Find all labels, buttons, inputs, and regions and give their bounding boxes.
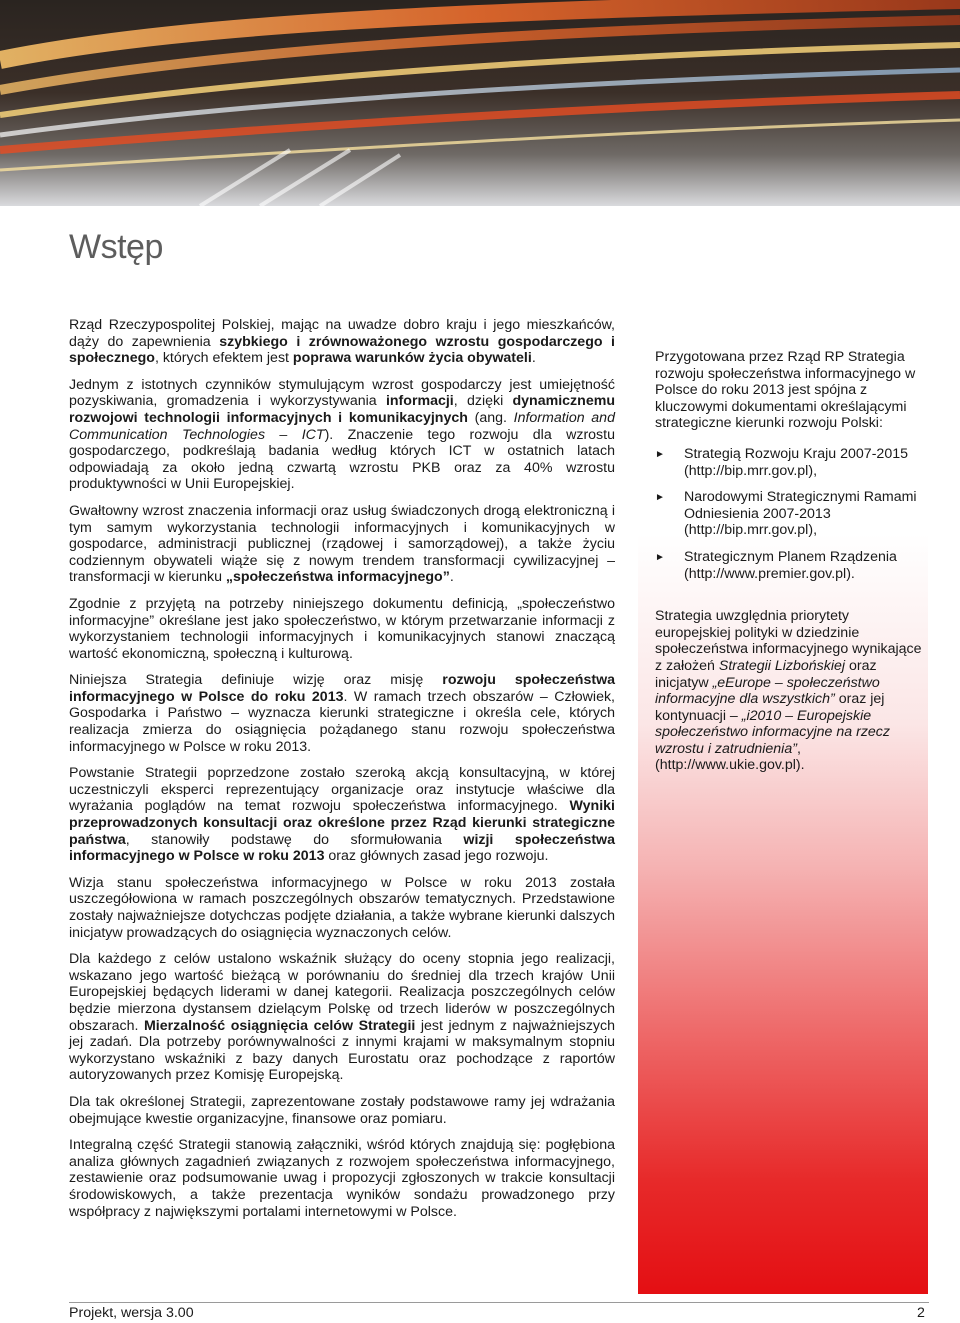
paragraph-1: Rząd Rzeczypospolitej Polskiej, mając na uwadze dobro kraju i jego mieszkańców, dąży do zapewnienia szybkiego i zrównoważonego wzrostu gospodarczego i społecznego, których efektem jest poprawa warunków życia obywateli.	[69, 317, 615, 367]
paragraph-10: Integralną część Strategii stanowią załączniki, wśród których znajdują się: pogłębiona analiza głównych zagadnień związanych z rozwojem społeczeństwa informacyjnego, zestawienie oraz podsumowanie uwag i propozycji zgłoszonych w trakcie konsultacji środowiskowych, a także prezentacja wyników sondażu prowadzonego przy współpracy z największymi portalami internetowymi w Polsce.	[69, 1137, 615, 1220]
sidebar-box	[638, 344, 928, 1294]
link[interactable]: http://bip.mrr.gov.pl	[688, 522, 809, 539]
paragraph-3: Gwałtowny wzrost znaczenia informacji oraz usług świadczonych drogą elektroniczną i tym samym wykorzystania technologii informacyjnych i komunikacyjnych w gospodarce, administracji publicznej (rządowej i samorządowej), a także życiu codziennym obywateli wiąże się z nowym trendem transformacji cywilizacyjnej – transformacji w kierunku „społeczeństwa informacyjnego”.	[69, 502, 615, 586]
footer-divider	[69, 1302, 929, 1303]
paragraph-6: Powstanie Strategii poprzedzone zostało szeroką akcją konsultacyjną, w której uczestniczyli eksperci reprezentujący organizacje oraz instytucje właściwe dla wyrażania poglądów na temat rozwoju społeczeństwa informacyjnego. Wyniki przeprowadzonych konsultacji oraz określone przez Rząd kierunki strategiczne państwa, stanowiły podstawę do sformułowania wizji społeczeństwa informacyjnego w Polsce w roku 2013 oraz głównych zasad jego rozwoju.	[69, 765, 615, 865]
sidebar-paragraph-2: Strategia uwzględnia priorytety europejskiej polityki w dziedzinie społeczeństwa informacyjnego wynikające z założeń Strategii Lizbońskiej oraz inicjatyw „eEurope – społeczeństwo informacyjne dla wszystkich” oraz jej kontynuacji – „i2010 – Europejskie społeczeństwo informacyjne na rzecz wzrostu i zatrudnienia”, (http://www.ukie.gov.pl).	[655, 608, 922, 774]
paragraph-7: Wizja stanu społeczeństwa informacyjnego w Polsce w roku 2013 została uszczegółowiona w ramach poszczególnych obszarów tematycznych. Przedstawione zostały najważniejsze dotychczas podjęte działania, a także wybrane kierunki dalszych inicjatyw prowadzących do osiągnięcia wyznaczonych celów.	[69, 874, 615, 941]
bullet-arrow-icon: ►	[655, 551, 665, 563]
page-number: 2	[917, 1305, 925, 1321]
main-text-column	[69, 317, 615, 1230]
paragraph-8: Dla każdego z celów ustalono wskaźnik służący do oceny stopnia jego realizacji, wskazano jego wartość bieżącą w porównaniu do średniej dla trzech krajów Unii Europejskiej będących liderami w danej kategorii. Realizacja poszczególnych celów będzie mierzona dystansem dzielącym Polskę od trzech liderów w poszczególnych obszarach. Mierzalność osiągnięcia celów Strategii jest jednym z najważniejszych jej zadań. Dla potrzeby porównywalności z innymi krajami w maksymalnym stopniu wykorzystano wskaźniki z bazy danych Eurostatu oraz pochodzące z raportów autoryzowanych przez Komisję Europejską.	[69, 951, 615, 1084]
paragraph-4: Zgodnie z przyjętą na potrzeby niniejszego dokumentu definicją, „społeczeństwo informacyjne” określane jest jako społeczeństwo, w którym przetwarzanie informacji z wykorzystaniem technologii informacyjnych i komunikacyjnych stanowi znaczącą wartość ekonomiczną, społeczną i kulturową.	[69, 595, 615, 662]
list-item: ► Strategicznym Planem Rządzenia (http://www.premier.gov.pl).	[655, 548, 897, 582]
link[interactable]: http://www.ukie.gov.pl	[659, 757, 796, 774]
header-photo	[0, 0, 960, 206]
list-item: ► Strategią Rozwoju Kraju 2007-2015 (http://bip.mrr.gov.pl),	[655, 445, 908, 479]
bullet-arrow-icon: ►	[655, 448, 665, 460]
paragraph-5: Niniejsza Strategia definiuje wizję oraz misję rozwoju społeczeństwa informacyjnego w Polsce do roku 2013. W ramach trzech obszarów – Człowiek, Gospodarka i Państwo – wyznacza kierunki strategiczne i określa cele, których realizacja zmierza do osiągnięcia pożądanego stanu rozwoju społeczeństwa informacyjnego w Polsce w roku 2013.	[69, 672, 616, 755]
sidebar-list	[655, 446, 923, 582]
paragraph-2: Jednym z istotnych czynników stymulującym wzrost gospodarczy jest umiejętność pozyskiwania, gromadzenia i wykorzystywania informacji, dzięki dynamicznemu rozwojowi technologii informacyjnych i komunikacyjnych (ang. Information and Communication Technologies – ICT). Znaczenie tego rozwoju dla wzrostu gospodarczego, podkreślają badania według których ICT w ostatnich latach odpowiadają za około jedną czwartą wzrostu PKB oraz za 40% wzrostu produktywności w Unii Europejskiej.	[69, 376, 615, 493]
bullet-arrow-icon: ►	[655, 492, 665, 504]
sidebar-intro: Przygotowana przez Rząd RP Strategia rozwoju społeczeństwa informacyjnego w Polsce do roku 2013 jest spójna z kluczowymi dokumentami określającymi strategiczne kierunki rozwoju Polski:	[655, 349, 916, 432]
page-title: Wstęp	[69, 228, 163, 266]
list-item: ► Narodowymi Strategicznymi Ramami Odniesienia 2007-2013 (http://bip.mrr.gov.pl),	[655, 489, 917, 539]
link[interactable]: http://www.premier.gov.pl	[688, 565, 847, 582]
paragraph-9: Dla tak określonej Strategii, zaprezentowane zostały podstawowe ramy jej wdrażania obejmujące kwestie organizacyjne, finansowe oraz pomiaru.	[69, 1093, 615, 1127]
link[interactable]: http://bip.mrr.gov.pl	[688, 462, 809, 479]
footer-version: Projekt, wersja 3.00	[69, 1305, 194, 1321]
